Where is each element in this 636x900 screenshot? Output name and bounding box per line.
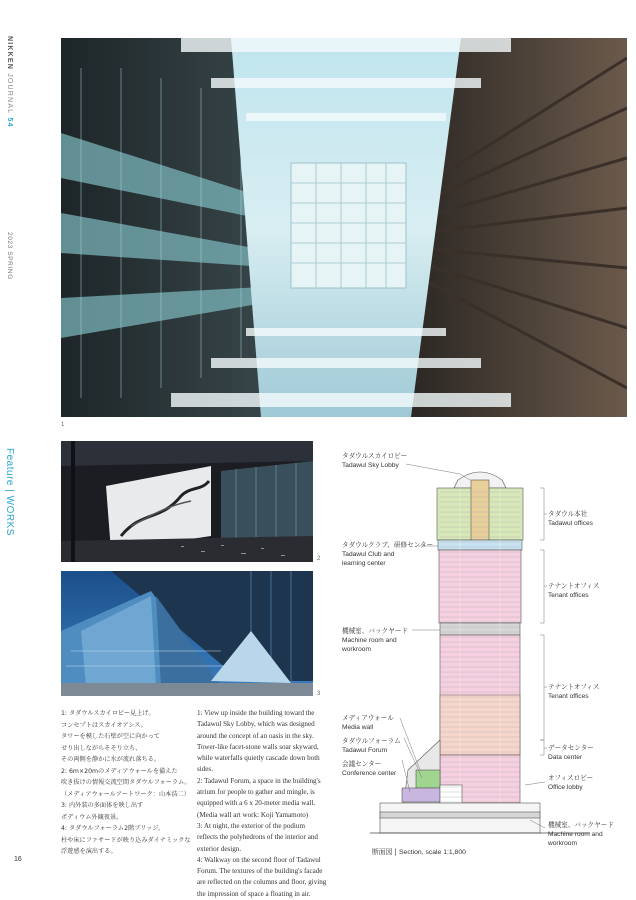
photo-podium-night — [61, 571, 313, 696]
media-wall-illustration — [61, 441, 313, 562]
label-en: Tadawul Club and — [342, 551, 395, 558]
label-jp: タダウルフォーラム — [342, 737, 401, 745]
journal-issue: 54 — [6, 117, 13, 128]
label-jp: オフィスロビー — [548, 774, 594, 782]
label-jp: タダウルスカイロビー — [342, 452, 408, 460]
label-conference — [342, 760, 396, 778]
section-caption-en: Section, scale 1:1,800 — [399, 849, 466, 856]
figure-number-1: 1 — [61, 422, 65, 428]
jp-line: その両側を静かに水が流れ落ちる。 — [61, 756, 160, 763]
en-line: Tower-like facet-stone walls soar skyward, — [197, 742, 319, 751]
label-en: Tenant offices — [548, 693, 589, 700]
label-office-lobby — [548, 774, 593, 792]
en-line: 3: At night, the exterior of the podium — [197, 821, 305, 830]
label-media-wall — [342, 714, 394, 732]
en-line: are reflected on the columns and floor, giving — [197, 878, 327, 887]
section-label — [4, 448, 15, 536]
label-en-2: workroom — [548, 840, 577, 847]
label-en: Machine room and — [342, 637, 397, 644]
label-tadawul-offices — [548, 510, 593, 528]
label-en: Tenant offices — [548, 592, 589, 599]
label-forum — [342, 737, 401, 755]
label-club — [342, 541, 433, 568]
jp-line: 2: 6m×20mのメディアウォールを備えた — [61, 767, 178, 775]
en-line: 4: Walkway on the second floor of Tadawul — [197, 855, 321, 864]
jp-line: 3: 内外装の多面体を映し出す — [61, 802, 144, 809]
label-jp: データセンター — [548, 744, 594, 752]
figure-number-2: 2 — [317, 556, 321, 562]
jp-line: ポディウム外観夜景。 — [61, 813, 123, 821]
label-en: Machine room and — [548, 831, 603, 838]
label-en: Office lobby — [548, 784, 583, 791]
label-jp: 機械室、バックヤード — [548, 821, 614, 829]
label-jp: タダウル本社 — [548, 510, 588, 518]
label-machine-lower — [548, 821, 614, 848]
en-line: 1: View up inside the building toward the — [197, 709, 315, 717]
en-line: atrium for people to gather and mingle, is — [197, 788, 315, 797]
label-machine-upper — [342, 627, 408, 654]
label-sky-lobby — [342, 452, 407, 470]
en-line: exterior design. — [197, 844, 242, 853]
en-line: 2: Tadawul Forum, a space in the building's — [197, 776, 321, 785]
label-en: Tadawul Sky Lobby — [342, 462, 399, 469]
en-line: equipped with a 6 x 20-meter media wall. — [197, 799, 316, 808]
en-line: reflects the polyhedrons of the interior and — [197, 833, 318, 842]
page-number: 16 — [14, 856, 22, 863]
label-en: Data center — [548, 754, 583, 761]
label-jp: 機械室、バックヤード — [342, 627, 408, 635]
photo-atrium — [61, 38, 627, 417]
jp-line: タワーを模した石壁が空に向かって — [61, 733, 160, 740]
en-line: around the concept of an oasis in the sky. — [197, 731, 314, 740]
en-line: (Media wall art work: Koji Yamamoto) — [197, 810, 309, 819]
podium-illustration — [61, 571, 313, 696]
journal-name: NIKKEN — [6, 36, 13, 71]
label-en: Media wall — [342, 724, 374, 731]
jp-line: せり出しながらそそり立ち、 — [61, 744, 142, 752]
label-en-2: workroom — [342, 646, 371, 653]
section-diagram — [340, 440, 630, 860]
jp-line: 4: タダウルフォーラム2階ブリッジ。 — [61, 825, 165, 832]
jp-line: 1: タダウルスカイロビー見上げ。 — [61, 710, 155, 717]
jp-line: （メディアウォールアートワーク：山本浩二） — [61, 790, 190, 798]
en-line: Tadawul Sky Lobby, which was designed — [197, 720, 315, 729]
label-jp: メディアウォール — [342, 714, 394, 722]
journal-sub: JOURNAL — [6, 73, 13, 115]
label-jp: 会議センター — [342, 760, 382, 768]
section-caption-jp: 断面図 — [372, 848, 393, 856]
jp-line: コンセプトはスカイオアシス。 — [61, 721, 147, 729]
label-jp: テナントオフィス — [548, 683, 600, 691]
captions-japanese — [61, 708, 191, 858]
label-en: Tadawul offices — [548, 520, 593, 527]
label-jp: テナントオフィス — [548, 582, 600, 590]
en-line: while waterfalls quietly cascade down both — [197, 754, 320, 763]
label-tenant-lower — [548, 683, 600, 701]
photo-media-wall — [61, 441, 313, 562]
section-caption: 断面図 | Section, scale 1:1,800 — [372, 848, 466, 856]
label-jp: タダウルクラブ、研修センター — [342, 541, 434, 549]
label-tenant-upper — [548, 582, 600, 600]
jp-line: 浮遊感を演出する。 — [61, 848, 117, 855]
journal-masthead — [6, 36, 13, 128]
label-data-center — [548, 744, 594, 762]
label-en: Tadawul Forum — [342, 747, 388, 754]
en-line: Forum. The textures of the building's facade — [197, 867, 323, 876]
section-divider: | — [4, 489, 15, 493]
captions-english — [197, 708, 331, 900]
jp-line: 吹き抜けの情報交流空間タダウルフォーラム。 — [61, 779, 191, 786]
section-feature: Feature — [4, 448, 15, 486]
en-line: sides. — [197, 765, 213, 774]
figure-number-3: 3 — [317, 691, 321, 697]
label-en-2: learning center — [342, 560, 386, 567]
en-line: the impression of space a floating in air. — [197, 889, 311, 898]
label-en: Conference center — [342, 770, 397, 777]
section-works: WORKS — [4, 495, 15, 536]
jp-line: 柱や床にファサードが映り込みダイナミックな — [61, 836, 191, 844]
journal-season: 2023 SPRING — [6, 232, 13, 280]
atrium-illustration — [61, 38, 627, 417]
